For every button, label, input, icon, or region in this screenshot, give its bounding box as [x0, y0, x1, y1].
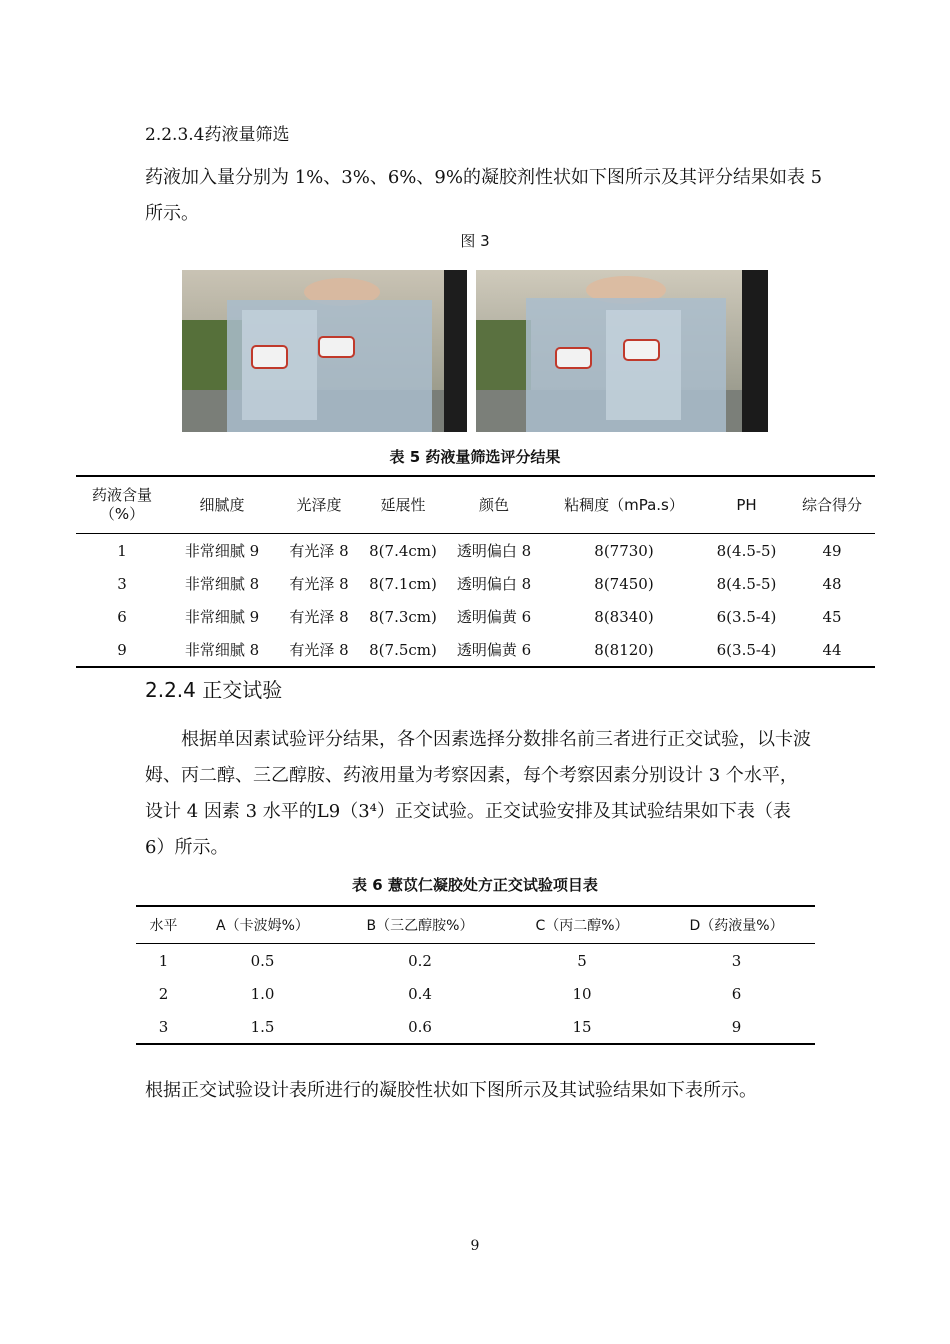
- table-cell: 44: [789, 633, 875, 667]
- table-cell: 0.6: [334, 1010, 506, 1044]
- table-cell: 3: [731, 951, 742, 970]
- table-cell: 有光泽 8: [289, 542, 349, 560]
- table-cell: 透明偏黄 6: [444, 633, 544, 667]
- table6-header: A（卡波姆%）: [191, 906, 334, 944]
- table-cell: 15: [506, 1010, 658, 1044]
- table-cell: 有光泽 8: [289, 575, 349, 593]
- table-row: [136, 944, 815, 978]
- table-cell: 2: [158, 984, 169, 1003]
- section-heading: 2.2.4 正交试验: [145, 678, 283, 702]
- table-cell: 0.4: [408, 984, 432, 1003]
- table-row: [76, 567, 875, 600]
- table-cell: 8(7.1cm): [369, 574, 437, 593]
- table-row: [76, 633, 875, 667]
- table5-header: PH: [704, 476, 789, 534]
- table5: [76, 475, 875, 668]
- table-cell: 8(7450): [594, 574, 654, 593]
- table-cell: 5: [577, 951, 587, 970]
- table6-header: 水平: [136, 906, 191, 944]
- table-cell: 9: [658, 1010, 815, 1044]
- table-cell: 8(7730): [594, 541, 654, 560]
- table5-header: 光泽度: [276, 476, 362, 534]
- table5-header: 颜色: [444, 476, 544, 534]
- table-cell: 6: [731, 984, 742, 1003]
- table5-caption: 表 5 药液量筛选评分结果: [389, 448, 561, 466]
- table-cell: 透明偏白 8: [456, 542, 532, 560]
- table5-header: 延展性: [362, 476, 444, 534]
- table-cell: 0.5: [250, 951, 275, 970]
- table-cell: 49: [822, 541, 842, 560]
- table-cell: 9: [76, 633, 168, 667]
- table-cell: 45: [822, 607, 842, 626]
- table6-header-row: [136, 906, 815, 944]
- table-cell: 有光泽 8: [289, 608, 349, 626]
- table-row: [76, 600, 875, 633]
- page-number: 9: [470, 1238, 480, 1254]
- table-cell: 8(7.4cm): [369, 541, 437, 560]
- table-cell: 非常细腻 9: [184, 542, 260, 560]
- table-cell: 透明偏白 8: [456, 575, 532, 593]
- table-cell: 48: [822, 574, 842, 593]
- table-cell: 0.2: [408, 951, 432, 970]
- table-cell: 8(7.5cm): [362, 633, 444, 667]
- table5-header-row: [76, 476, 875, 534]
- table5-header: 粘稠度（mPa.s）: [544, 476, 704, 534]
- table-cell: 8(4.5-5): [716, 541, 777, 560]
- subsection-heading: 2.2.3.4药液量筛选: [145, 125, 290, 145]
- table-cell: 透明偏黄 6: [456, 608, 532, 626]
- body-paragraph: 根据单因素试验评分结果，各个因素选择分数排名前三者进行正交试验，以卡波姆、丙二醇、三乙醇胺、药液用量为考察因素，每个考察因素分别设计 3 个水平，设计 4 因素 3 水平的L9（3⁴）正交试验。正交试验安排及其试验结果如下表（表 6）所示。: [145, 729, 811, 858]
- table-cell: 10: [572, 984, 592, 1003]
- table-cell: 8(8340): [594, 607, 654, 626]
- table-cell: 1.5: [191, 1010, 334, 1044]
- table-cell: 有光泽 8: [276, 633, 362, 667]
- intro-paragraph: 药液加入量分别为 1%、3%、6%、9%的凝胶剂性状如下图所示及其评分结果如表 5 所示。: [145, 167, 823, 224]
- table-cell: 3: [136, 1010, 191, 1044]
- table-cell: 1: [158, 951, 169, 970]
- table5-header: 细腻度: [168, 476, 276, 534]
- table-cell: 6(3.5-4): [704, 633, 789, 667]
- gel-photo-left: [182, 270, 467, 432]
- table6-caption: 表 6 薏苡仁凝胶处方正交试验项目表: [352, 876, 598, 894]
- table-cell: 1.0: [250, 984, 275, 1003]
- table-cell: 非常细腻 8: [168, 633, 276, 667]
- table-cell: 非常细腻 9: [184, 608, 260, 626]
- table-row: [136, 977, 815, 1010]
- table-cell: 非常细腻 8: [184, 575, 260, 593]
- gel-photo-right: [476, 270, 768, 432]
- table5-header: 综合得分: [789, 476, 875, 534]
- table5-header: 药液含量（%）: [76, 476, 168, 534]
- table-cell: 8(8120): [544, 633, 704, 667]
- figure-label: 图 3: [460, 232, 490, 250]
- table6-header: D（药液量%）: [658, 906, 815, 944]
- table-cell: 6(3.5-4): [716, 607, 777, 626]
- table-row: [76, 534, 875, 568]
- table-cell: 8(7.3cm): [369, 607, 437, 626]
- table6: [136, 905, 815, 1045]
- closing-paragraph: 根据正交试验设计表所进行的凝胶性状如下图所示及其试验结果如下表所示。: [145, 1080, 757, 1101]
- table6-header: C（丙二醇%）: [506, 906, 658, 944]
- table6-header: B（三乙醇胺%）: [334, 906, 506, 944]
- table-cell: 1: [117, 541, 127, 560]
- table-cell: 8(4.5-5): [716, 574, 777, 593]
- table-cell: 6: [117, 607, 127, 626]
- table-cell: 3: [117, 574, 127, 593]
- table-row: [136, 1010, 815, 1044]
